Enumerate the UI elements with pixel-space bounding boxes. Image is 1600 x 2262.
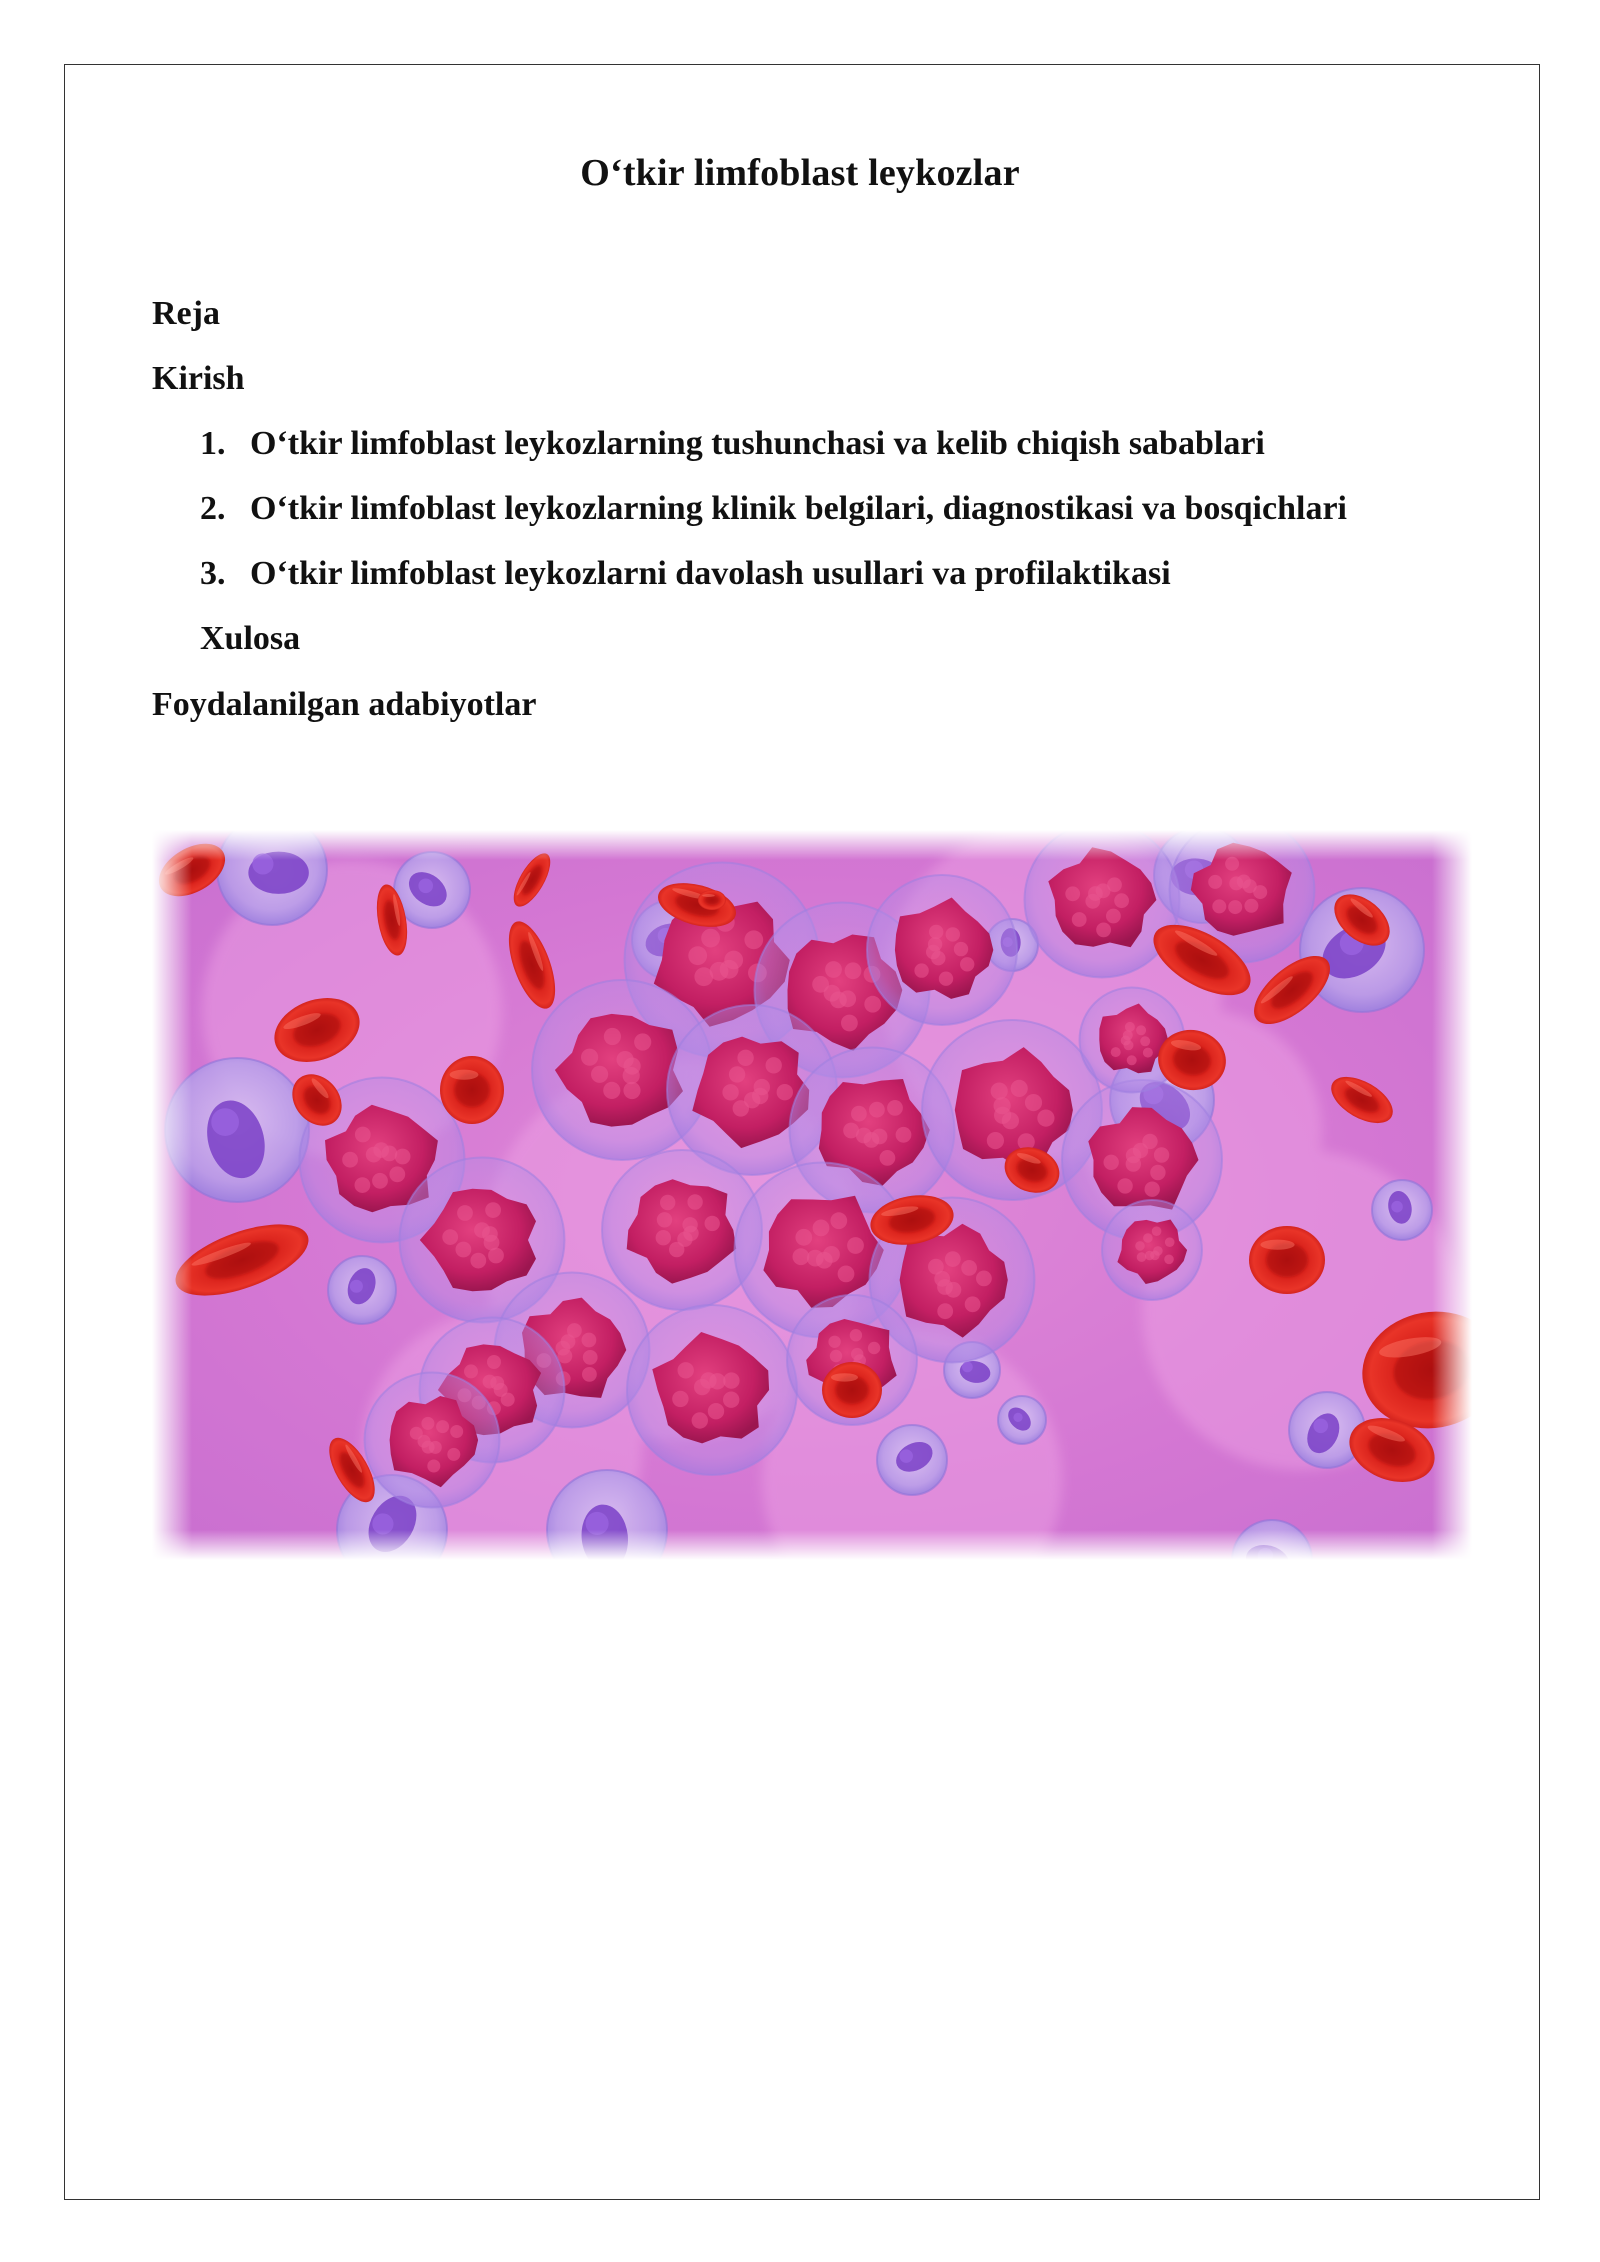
toc-item-3: [200, 554, 1171, 594]
toc-item-number: 1.: [200, 425, 226, 462]
lymphocyte-cell: [877, 1425, 947, 1495]
toc-item-text: O‘tkir limfoblast leykozlarni davolash usullari va profilaktikasi: [250, 555, 1171, 592]
lymphocyte-cell: [1372, 1180, 1432, 1240]
intro-heading: Kirish: [152, 360, 245, 397]
toc-item-1: [200, 424, 1265, 464]
conclusion-heading: Xulosa: [200, 620, 301, 657]
toc-item-text: O‘tkir limfoblast leykozlarning klinik belgilari, diagnostikasi va bosqichlari: [250, 490, 1347, 527]
red-blood-cell: [440, 1056, 504, 1124]
leukemic-blast-cell: [867, 875, 1017, 1025]
toc-item-number: 2.: [200, 490, 226, 527]
red-blood-cell: [822, 1362, 882, 1418]
blood-cells-illustration: [152, 830, 1472, 1560]
blood-cells-image: [152, 830, 1472, 1560]
lymphocyte-cell: [998, 1396, 1046, 1444]
plan-heading: Reja: [152, 295, 220, 332]
lymphocyte-cell: [328, 1256, 396, 1324]
toc-item-text: O‘tkir limfoblast leykozlarning tushunchasi va kelib chiqish sabablari: [250, 425, 1265, 462]
leukemic-blast-cell: [365, 1373, 500, 1508]
toc-item-2: [200, 489, 1347, 529]
toc-item-number: 3.: [200, 555, 226, 592]
red-blood-cell: [698, 890, 726, 910]
leukemic-blast-cell: [1102, 1200, 1202, 1300]
document-title: O‘tkir limfoblast leykozlar: [580, 152, 1020, 194]
references-heading: Foydalanilgan adabiyotlar: [152, 686, 537, 723]
leukemic-blast-cell: [627, 1305, 797, 1475]
red-blood-cell: [1249, 1226, 1325, 1294]
